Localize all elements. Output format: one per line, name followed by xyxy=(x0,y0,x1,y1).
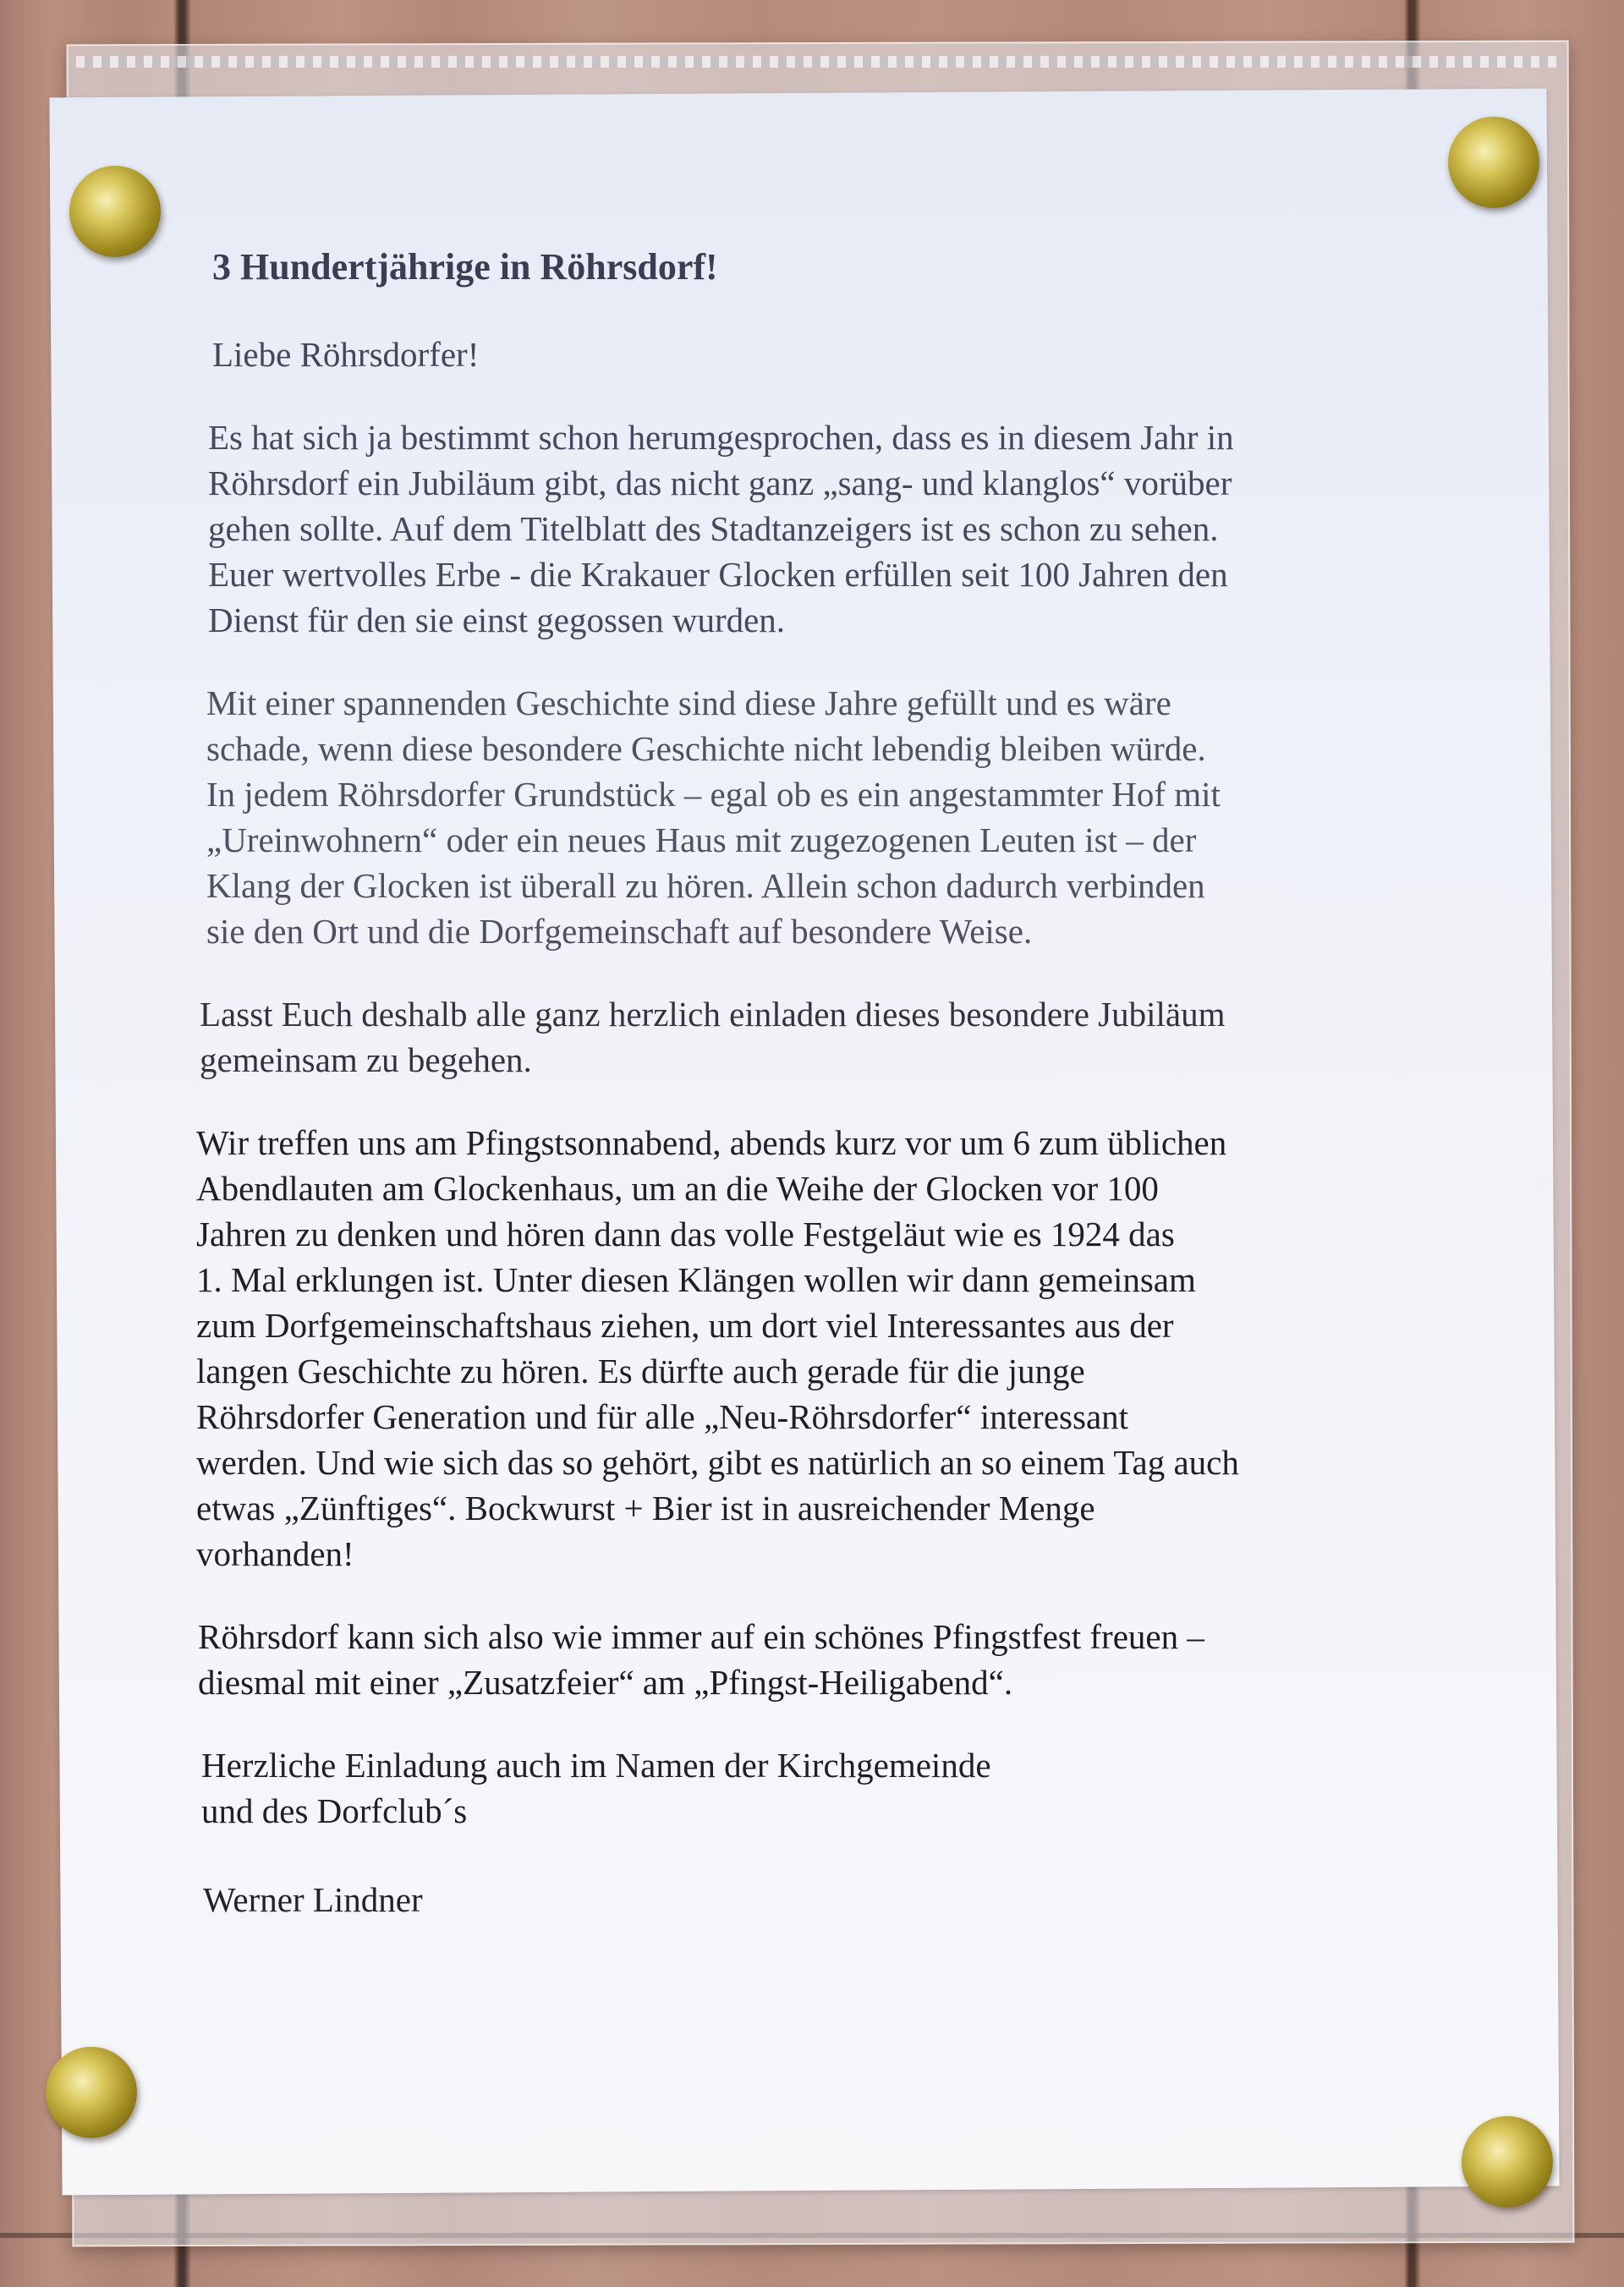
notice-salutation: Liebe Röhrsdorfer! xyxy=(212,334,480,374)
notice-content xyxy=(149,152,1401,1920)
paragraph-3: Lasst Euch deshalb alle ganz herzlich einladen dieses besondere Jubiläum gemeinsam zu begehen. xyxy=(200,995,1226,1080)
notice-title: 3 Hundertjährige in Röhrsdorf! xyxy=(212,246,718,288)
paragraph-6: Herzliche Einladung auch im Namen der Kirchgemeinde und des Dorfclub´s xyxy=(201,1746,991,1831)
paragraph-4: Wir treffen uns am Pfingstsonnabend, abends kurz vor um 6 zum üblichen Abendlauten am Glockenhaus, um an die Weihe der Glocken vor 100 Jahren zu denken und hören dann das volle Festgeläut wie es 1924 das 1. Mal erklungen ist. Unter diesen Klängen wollen wir dann gemeinsam zum Dorfgemeinschaftshaus ziehen, um dort viel Interessantes aus der langen Geschichte zu hören. Es dürfte auch gerade für die junge Röhrsdorfer Generation und für alle „Neu-Röhrsdorfer“ interessant werden. Und wie sich das so gehört, gibt es natürlich an so einem Tag auch etwas „Zünftiges“. Bockwurst + Bier ist in ausreichender Menge vorhanden! xyxy=(196,1123,1239,1574)
brass-pin-icon xyxy=(46,2047,137,2138)
signature: Werner Lindner xyxy=(203,1880,423,1920)
paragraph-2: Mit einer spannenden Geschichte sind diese Jahre gefüllt und es wäre schade, wenn diese besondere Geschichte nicht lebendig bleiben würde. In jedem Röhrsdorfer Grundstück – egal ob es ein angestammter Hof mit „Ureinwohnern“ oder ein neues Haus mit zugezogenen Leuten ist – der Klang der Glocken ist überall zu hören. Allein schon dadurch verbinden sie den Ort und die Dorfgemeinschaft auf besondere Weise. xyxy=(206,683,1221,952)
brass-pin-icon xyxy=(69,166,161,257)
paragraph-5: Röhrsdorf kann sich also wie immer auf ein schönes Pfingstfest freuen – diesmal mit einer „Zusatzfeier“ am „Pfingst-Heiligabend“. xyxy=(198,1617,1204,1703)
brass-pin-icon xyxy=(1448,117,1539,208)
brass-pin-icon xyxy=(1462,2116,1553,2207)
sleeve-seam xyxy=(76,56,1561,68)
paragraph-1: Es hat sich ja bestimmt schon herumgesprochen, dass es in diesem Jahr in Röhrsdorf ein Jubiläum gibt, das nicht ganz „sang- und klanglos“ vorüber gehen sollte. Auf dem Titelblatt des Stadtanzeigers ist es schon zu sehen. Euer wertvolles Erbe - die Krakauer Glocken erfüllen seit 100 Jahren den Dienst für den sie einst gegossen wurden. xyxy=(208,418,1234,640)
